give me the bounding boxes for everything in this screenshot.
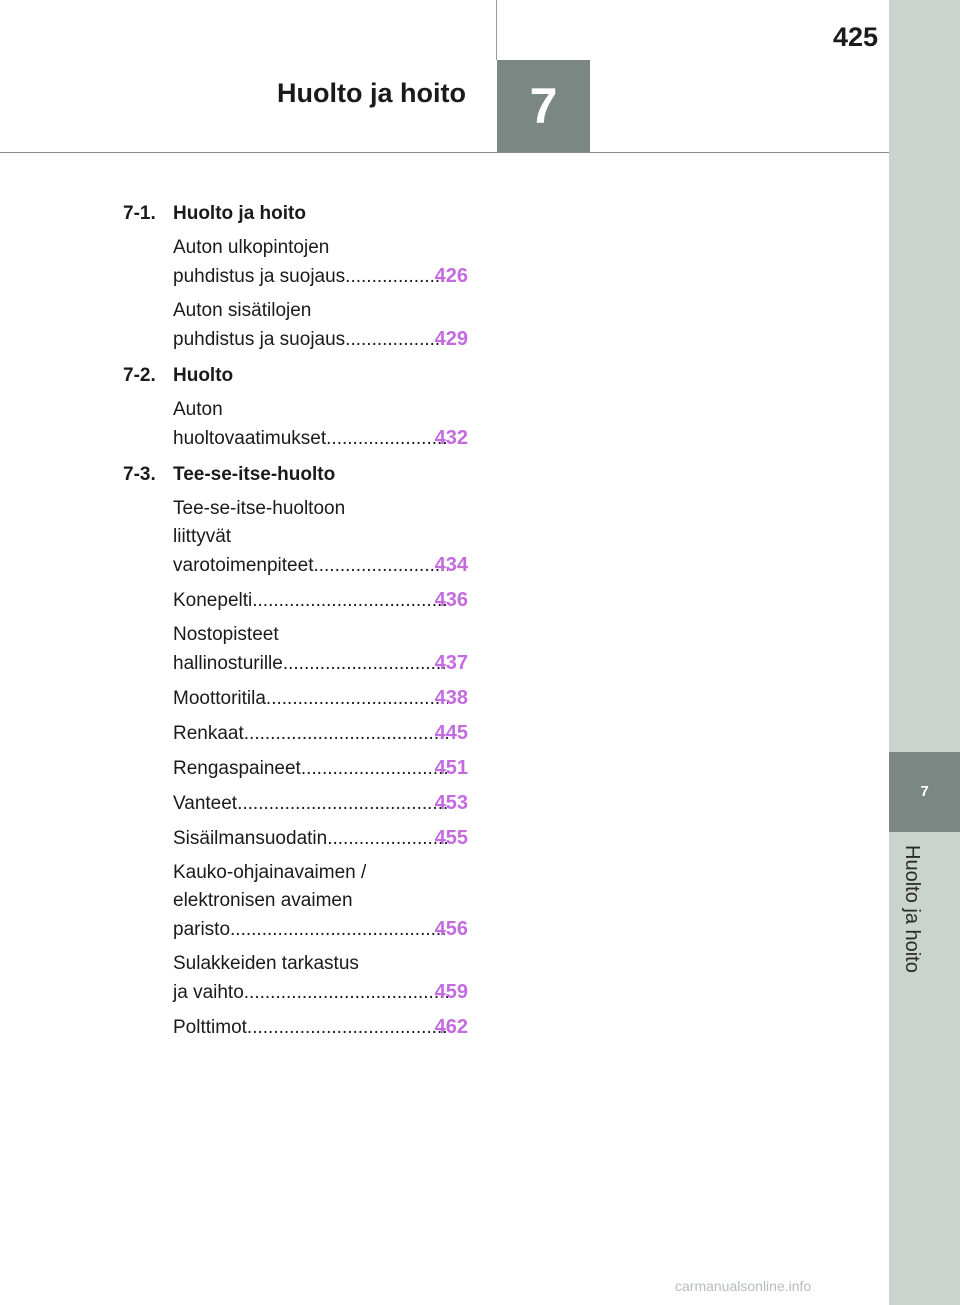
toc-entry-line: Auton (173, 399, 223, 420)
toc-leader-dots (301, 755, 448, 783)
toc-entry-leader-line (173, 325, 468, 354)
toc-entry-line: Kauko-ohjainavaimen / (173, 862, 367, 883)
toc-entry-leader-line (173, 649, 468, 678)
toc-entry-leader-line (173, 915, 468, 944)
side-tab-label: Huolto ja hoito (901, 845, 923, 973)
toc-section-number: 7-1. (123, 203, 156, 224)
toc-entry-line: Auton ulkopintojen (173, 237, 330, 258)
toc-page-link[interactable]: 434 (434, 554, 468, 576)
toc-entry-leader-line (173, 978, 468, 1007)
toc-entry[interactable] (173, 684, 468, 713)
toc-leader-dots (345, 326, 447, 354)
toc-entry-text: puhdistus ja suojaus (173, 266, 346, 287)
toc-entry-text: huoltovaatimukset (173, 428, 327, 449)
toc-entry[interactable] (173, 754, 468, 783)
toc-page-link[interactable]: 429 (434, 328, 468, 350)
toc-page-link[interactable]: 451 (434, 757, 468, 779)
toc-section-title: Huolto (173, 365, 234, 386)
toc-entry[interactable] (173, 719, 468, 748)
toc-entry[interactable] (173, 586, 468, 615)
toc-entry-text: Sisäilmansuodatin (173, 828, 328, 849)
toc-entry[interactable] (173, 950, 468, 1007)
header-divider (496, 0, 497, 60)
toc-entry-text: varotoimenpiteet (173, 555, 314, 576)
toc-leader-dots (247, 1014, 448, 1042)
toc-entry-text: ja vaihto (173, 982, 244, 1003)
toc-entry[interactable] (173, 234, 468, 291)
page-number: 425 (832, 22, 878, 52)
toc-entry-text: Rengaspaineet (173, 758, 301, 779)
toc-entry-text: Renkaat (173, 723, 244, 744)
toc-entry-line: Auton sisätilojen (173, 300, 312, 321)
toc-leader-dots (313, 552, 447, 580)
toc-leader-dots (244, 979, 448, 1007)
toc-leader-dots (244, 720, 448, 748)
toc-leader-dots (326, 425, 447, 453)
toc-entry-line: Sulakkeiden tarkastus (173, 953, 359, 974)
toc-page-link[interactable]: 462 (434, 1016, 468, 1038)
toc-page-link[interactable]: 436 (434, 589, 468, 611)
toc-entry-line: elektronisen avaimen (173, 890, 353, 911)
watermark: carmanualsonline.info (675, 1278, 812, 1294)
toc-entry-leader-line (173, 424, 468, 453)
toc-entry-text: puhdistus ja suojaus (173, 329, 346, 350)
toc-page-link[interactable]: 455 (434, 827, 468, 849)
toc-entry-leader-line (173, 719, 468, 748)
toc-entry[interactable] (173, 1013, 468, 1042)
toc-entry-line: Nostopisteet (173, 624, 279, 645)
toc-page-link[interactable]: 438 (434, 687, 468, 709)
toc-entry-line: Tee-se-itse-huoltoon (173, 498, 346, 519)
toc-entry-text: paristo (173, 919, 231, 940)
toc-entry[interactable] (173, 396, 468, 453)
side-strip (889, 0, 960, 1305)
chapter-title: Huolto ja hoito (277, 78, 466, 108)
toc-entry-leader-line (173, 262, 468, 291)
toc-section-number: 7-2. (123, 365, 156, 386)
table-of-contents (123, 200, 468, 1042)
toc-page-link[interactable]: 456 (434, 918, 468, 940)
toc-section-heading (123, 461, 468, 489)
toc-entry[interactable] (173, 824, 468, 853)
toc-entry[interactable] (173, 859, 468, 944)
toc-leader-dots (283, 650, 448, 678)
toc-page-link[interactable]: 426 (434, 265, 468, 287)
toc-leader-dots (327, 825, 447, 853)
toc-entry-leader-line (173, 551, 468, 580)
toc-entry-line: liittyvät (173, 526, 232, 547)
toc-page-link[interactable]: 459 (434, 981, 468, 1003)
toc-entry-leader-line (173, 789, 468, 818)
toc-entry-leader-line (173, 684, 468, 713)
toc-entry[interactable] (173, 495, 468, 580)
toc-page-link[interactable]: 437 (434, 652, 468, 674)
toc-leader-dots (266, 685, 448, 713)
toc-page-link[interactable]: 445 (434, 722, 468, 744)
toc-entry[interactable] (173, 789, 468, 818)
toc-page-link[interactable]: 453 (434, 792, 468, 814)
toc-section-title: Tee-se-itse-huolto (173, 464, 336, 485)
header-rule (0, 152, 890, 153)
toc-leader-dots (237, 790, 448, 818)
toc-section-heading (123, 200, 468, 228)
toc-entry-text: Konepelti (173, 590, 253, 611)
toc-entry-text: Polttimot (173, 1017, 247, 1038)
toc-section-heading (123, 362, 468, 390)
toc-entry[interactable] (173, 621, 468, 678)
toc-entry[interactable] (173, 297, 468, 354)
toc-section-number: 7-3. (123, 464, 156, 485)
toc-leader-dots (252, 587, 447, 615)
toc-entry-text: hallinosturille (173, 653, 283, 674)
toc-page-link[interactable]: 432 (434, 427, 468, 449)
toc-entry-leader-line (173, 824, 468, 853)
toc-entry-leader-line (173, 754, 468, 783)
toc-leader-dots (230, 916, 448, 944)
toc-entry-text: Moottoritila (173, 688, 266, 709)
toc-section-title: Huolto ja hoito (173, 203, 306, 224)
toc-entry-text: Vanteet (173, 793, 238, 814)
toc-entry-leader-line (173, 586, 468, 615)
chapter-number-box: 7 (497, 60, 590, 153)
toc-leader-dots (345, 263, 447, 291)
toc-entry-leader-line (173, 1013, 468, 1042)
side-tab-chapter[interactable]: 7 (889, 752, 960, 832)
